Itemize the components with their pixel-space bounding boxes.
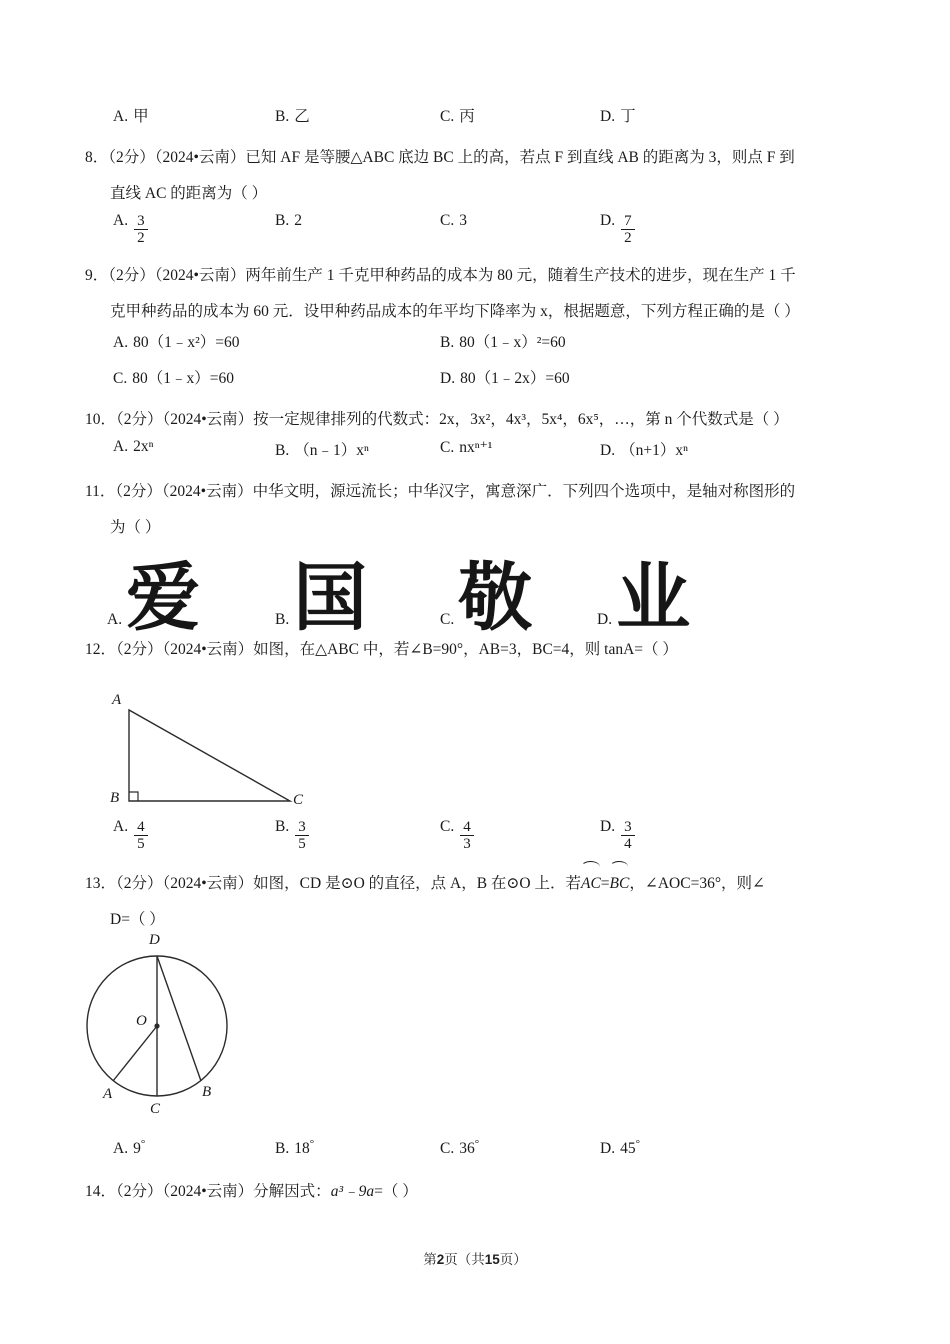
question-13-line-2: D=（ ） — [110, 911, 165, 928]
equals-sign: = — [600, 875, 610, 892]
question-12-line-1: 12．（2分）（2024•云南）如图，在△ABC 中，若∠B=90°，AB=3，BC=4，则 tanA=（ ） — [85, 641, 678, 658]
option-b-label: B. — [275, 818, 290, 835]
fraction-numerator: 3 — [137, 213, 145, 229]
option-c-label: C. — [440, 818, 455, 835]
hanzi-ai-glyph: 爱 — [126, 554, 201, 641]
option-c-fraction — [460, 819, 474, 852]
option-d[interactable] — [600, 438, 688, 460]
option-b[interactable] — [275, 438, 369, 460]
option-b[interactable] — [275, 212, 302, 230]
footer-prefix: 第 — [423, 1252, 437, 1267]
fraction-numerator: 4 — [137, 819, 145, 835]
point-label-c: C — [150, 1101, 161, 1117]
option-d-text: （n+1）xⁿ — [620, 442, 688, 459]
option-d-label: D. — [600, 818, 616, 835]
option-a-text: 2xⁿ — [133, 438, 154, 455]
option-b-text: （n﹣1）xⁿ — [294, 442, 369, 459]
question-14-suffix: =（ ） — [374, 1183, 418, 1200]
option-a[interactable] — [113, 1138, 145, 1158]
option-d[interactable] — [440, 366, 570, 388]
option-c-text — [459, 1138, 479, 1158]
option-b-text — [294, 1138, 314, 1158]
hanzi-ye-glyph: 业 — [616, 554, 691, 641]
question-10-line-1: 10．（2分）（2024•云南）按一定规律排列的代数式：2x，3x²，4x³，5x⁴，6x⁵，…，第 n 个代数式是（ ） — [85, 411, 789, 428]
question-12-figure — [85, 668, 885, 818]
fraction-denominator: 2 — [134, 229, 148, 246]
option-d[interactable] — [600, 1138, 640, 1158]
option-d-label: D. — [600, 1140, 616, 1158]
hanzi-jing-glyph: 敬 — [458, 554, 533, 641]
option-b[interactable] — [440, 330, 566, 352]
option-a-text — [133, 1138, 145, 1158]
footer-total-pages: 15 — [484, 1252, 500, 1267]
radius-oa — [113, 1026, 157, 1081]
triangle-shape — [129, 710, 290, 801]
chord-db — [157, 956, 201, 1081]
option-a-label: A. — [113, 212, 129, 229]
right-triangle-diagram — [85, 668, 315, 818]
option-a-label: A. — [113, 108, 129, 125]
option-c-text: 丙 — [459, 108, 475, 125]
option-c[interactable] — [113, 366, 234, 388]
option-a[interactable] — [107, 554, 201, 641]
option-c-label: C. — [440, 212, 455, 229]
option-d-label: D. — [600, 442, 616, 459]
option-d-label: D. — [600, 212, 616, 229]
option-a-text: 80（1﹣x²）=60 — [133, 334, 240, 351]
point-label-o: O — [136, 1013, 147, 1029]
footer-page-number: 2 — [436, 1252, 445, 1267]
right-angle-marker — [129, 792, 138, 801]
question-12-options — [85, 818, 885, 864]
option-a[interactable] — [113, 212, 149, 246]
option-b-text: 2 — [294, 212, 302, 229]
fraction-numerator: 4 — [463, 819, 471, 835]
option-b[interactable] — [275, 818, 310, 852]
option-c[interactable] — [440, 818, 475, 852]
question-13-options — [85, 1138, 885, 1174]
question-9-line-1: 9．（2分）（2024•云南）两年前生产 1 千克甲种药品的成本为 80 元，随着生产技术的进步，现在生产 1 千 — [85, 267, 796, 284]
question-11-line-2: 为（ ） — [110, 519, 161, 536]
option-a-value: 9 — [133, 1140, 141, 1158]
option-a-fraction — [134, 819, 148, 852]
degree-symbol: ° — [309, 1138, 315, 1150]
question-10-options — [85, 438, 885, 474]
option-c-label: C. — [440, 108, 455, 125]
fraction-denominator: 2 — [621, 229, 635, 246]
option-d-value: 45 — [620, 1140, 636, 1158]
vertex-label-c: C — [293, 792, 304, 808]
option-b-label: B. — [275, 442, 290, 459]
option-a-label: A. — [107, 611, 123, 628]
option-a-fraction — [134, 213, 148, 246]
fraction-numerator: 7 — [624, 213, 632, 229]
option-c[interactable] — [440, 104, 475, 126]
option-d-fraction — [621, 213, 635, 246]
arc-bc-label: BC — [610, 864, 630, 902]
point-label-d: D — [149, 932, 160, 948]
option-b-label: B. — [275, 108, 290, 125]
degree-symbol: ° — [140, 1138, 146, 1150]
center-point-o — [154, 1023, 159, 1028]
question-14-prefix: 14．（2分）（2024•云南）分解因式： — [85, 1183, 331, 1200]
option-d-label: D. — [600, 108, 616, 125]
fraction-numerator: 3 — [624, 819, 632, 835]
question-11-options — [85, 548, 885, 641]
option-c-label: C. — [440, 611, 455, 628]
vertex-label-b: B — [110, 790, 120, 806]
option-a-label: A. — [113, 818, 129, 835]
option-c-label: C. — [440, 439, 455, 456]
option-b[interactable] — [275, 554, 368, 641]
degree-symbol: ° — [474, 1138, 480, 1150]
fraction-denominator: 3 — [460, 835, 474, 852]
option-b-value: 18 — [294, 1140, 310, 1158]
option-b-text: 乙 — [294, 108, 310, 125]
fraction-denominator: 4 — [621, 835, 635, 852]
option-b-label: B. — [275, 212, 290, 229]
question-7-options — [85, 104, 885, 140]
question-14-expression: a³﹣9a — [330, 1183, 375, 1200]
fraction-numerator: 3 — [298, 819, 306, 835]
option-d[interactable] — [600, 104, 636, 126]
option-c[interactable] — [440, 1138, 479, 1158]
degree-symbol: ° — [635, 1138, 640, 1150]
option-d-text: 80（1﹣2x）=60 — [460, 370, 570, 387]
option-a-text: 甲 — [133, 108, 149, 125]
arc-ac-label: AC — [581, 864, 601, 902]
footer-middle: 页（共 — [444, 1252, 485, 1267]
option-c[interactable] — [440, 438, 492, 457]
option-a[interactable] — [113, 438, 153, 456]
option-c-text: nxⁿ⁺¹ — [459, 439, 493, 456]
option-c-label: C. — [440, 1140, 455, 1158]
question-8-options — [85, 212, 885, 258]
option-b[interactable] — [275, 104, 310, 126]
option-c-text: 80（1﹣x）=60 — [132, 370, 234, 387]
question-9-options-row-1 — [85, 330, 885, 366]
vertex-label-a: A — [112, 692, 122, 708]
question-13-text-part-2: ，∠AOC=36°，则∠ — [629, 875, 765, 892]
option-b-text: 80（1﹣x）²=60 — [459, 334, 566, 351]
question-13-line-1 — [85, 864, 885, 902]
option-d[interactable] — [600, 212, 636, 246]
option-a[interactable] — [113, 104, 149, 126]
page-content — [85, 104, 885, 1210]
footer-suffix: 页） — [499, 1252, 527, 1267]
question-8-line-2: 直线 AC 的距离为（ ） — [110, 185, 268, 202]
option-b-fraction — [295, 819, 309, 852]
question-9-line-2: 克甲种药品的成本为 60 元．设甲种药品成本的年平均下降率为 x，根据题意，下列方程正确的是（ ） — [110, 303, 800, 320]
option-a[interactable] — [113, 330, 239, 352]
fraction-denominator: 5 — [134, 835, 148, 852]
option-c[interactable] — [440, 554, 533, 641]
question-13-text-part-1: 13．（2分）（2024•云南）如图，CD 是⊙O 的直径，点 A，B 在⊙O 上．若 — [85, 875, 581, 892]
option-d[interactable] — [600, 818, 636, 852]
option-b-label: B. — [275, 611, 290, 628]
option-d-text — [620, 1138, 640, 1158]
question-8-line-1: 8．（2分）（2024•云南）已知 AF 是等腰△ABC 底边 BC 上的高，若点 F 到直线 AB 的距离为 3，则点 F 到 — [85, 149, 795, 166]
option-d-label: D. — [597, 611, 613, 628]
option-a-label: A. — [113, 1140, 129, 1158]
option-d[interactable] — [597, 554, 691, 641]
option-b[interactable] — [275, 1138, 314, 1158]
point-label-a: A — [103, 1086, 113, 1102]
question-11-line-1: 11．（2分）（2024•云南）中华文明，源远流长；中华汉字，寓意深广．下列四个选项中，是轴对称图形的 — [85, 483, 796, 500]
option-a[interactable] — [113, 818, 149, 852]
option-a-label: A. — [113, 438, 129, 455]
option-c-value: 36 — [459, 1140, 475, 1158]
fraction-denominator: 5 — [295, 835, 309, 852]
point-label-b: B — [202, 1084, 212, 1100]
question-14-line-1 — [85, 1174, 885, 1210]
option-d-fraction — [621, 819, 635, 852]
option-a-label: A. — [113, 334, 129, 351]
option-c-text: 3 — [459, 212, 467, 229]
circle-diagram — [85, 938, 315, 1138]
option-d-text: 丁 — [620, 108, 636, 125]
question-9-options-row-2 — [85, 366, 885, 402]
option-b-label: B. — [440, 334, 455, 351]
option-c[interactable] — [440, 212, 467, 230]
option-c-label: C. — [113, 370, 128, 387]
question-13-figure — [85, 932, 885, 1138]
page-footer — [0, 1248, 950, 1268]
option-b-label: B. — [275, 1140, 290, 1158]
hanzi-guo-glyph: 国 — [293, 554, 368, 641]
option-d-label: D. — [440, 370, 456, 387]
